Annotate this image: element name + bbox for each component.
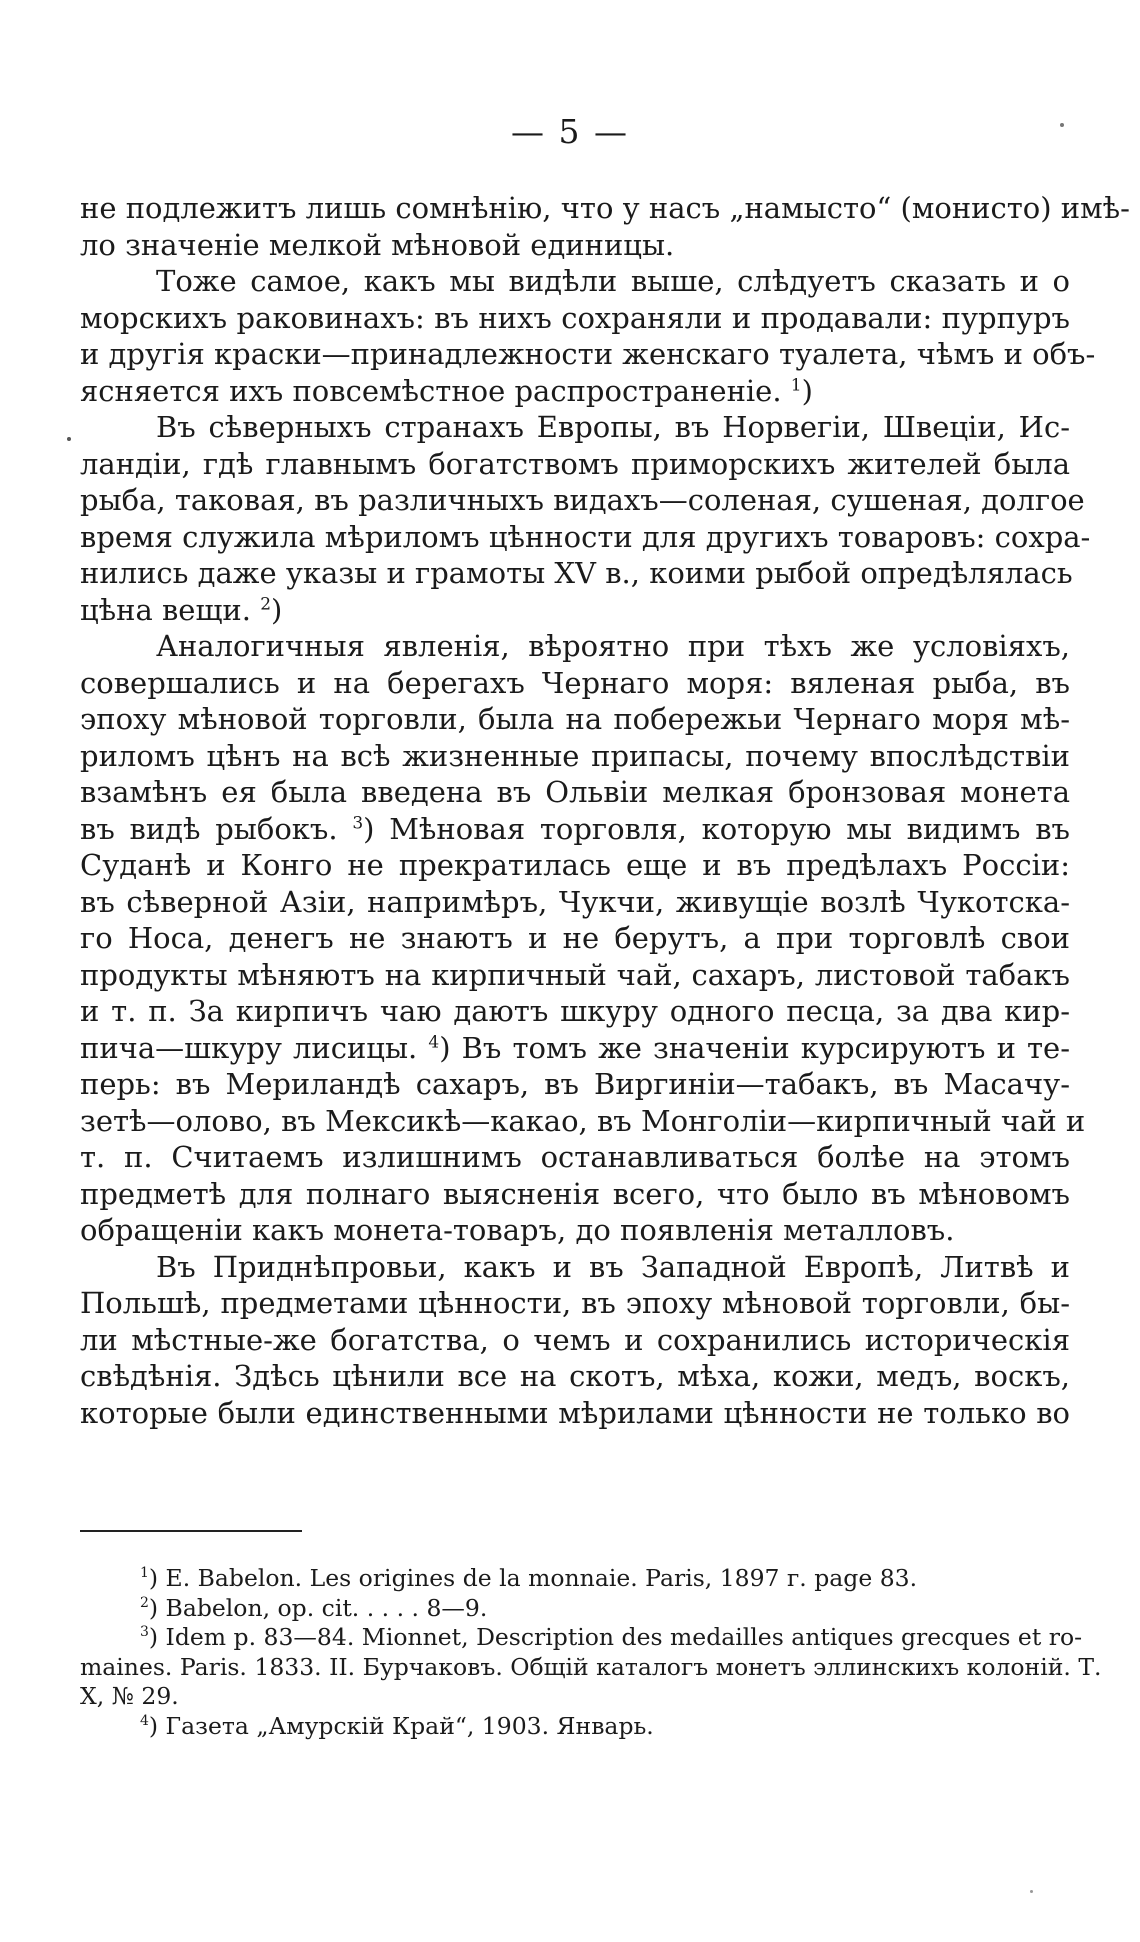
page-number: — 5 — [511,112,629,151]
footnote-text: ) Idem p. 83—84. Mionnet, Description des medailles antiques grecques et ro- [148,1623,1083,1651]
text-line: зетѣ—олово, въ Мексикѣ—какао, въ Монголіи—кирпичный чай и [80,1103,1086,1138]
text-line-content: цѣна вещи. [80,592,251,627]
text-line: и т. п. За кирпичъ чаю даютъ шкуру одного песца, за два кир- [80,994,1070,1028]
main-text [80,190,1130,1431]
footnote-ref: 1 [790,374,802,395]
scan-speck [1030,1890,1033,1893]
text-line: цѣна вещи. $^2$) [80,592,283,627]
text-line: пича—шкуру лисицы. $^4$) Въ томъ же значеніи курсируютъ и те- [80,1030,1070,1065]
text-line: Тоже самое, какъ мы видѣли выше, слѣдуетъ сказать и о [156,264,1070,298]
text-line: въ сѣверной Азіи, напримѣръ, Чукчи, живущіе возлѣ Чукотска- [80,884,1070,919]
footnote-text: ) Babelon, op. cit. . . . . 8—9. [148,1593,488,1622]
text-line-content: пича—шкуру лисицы. [80,1030,418,1065]
footnote-3-cont: X, № 29. [80,1682,179,1710]
text-line-content: въ видѣ рыбокъ. [80,811,338,846]
text-line: Въ Приднѣпровьи, какъ и въ Западной Европѣ, Литвѣ и [156,1249,1070,1284]
text-line: не подлежитъ лишь сомнѣнію, что у насъ „намысто“ (монисто) имѣ- [80,191,1130,225]
footnote-text: ) E. Babelon. Les origines de la monnaie. Paris, 1897 г. page 83. [148,1564,918,1592]
text-line: риломъ цѣнъ на всѣ жизненные припасы, почему впослѣдствіи [80,738,1070,773]
text-line: совершались и на берегахъ Чернаго моря: вяленая рыба, въ [80,665,1070,700]
text-line: ясняется ихъ повсемѣстное распространеніе. $^1$) [80,373,813,408]
text-line: ли мѣстные-же богатства, о чемъ и сохранились историческія [80,1322,1070,1357]
text-line: перь: въ Мериландѣ сахаръ, въ Виргиніи—табакъ, въ Масачу- [80,1067,1070,1101]
margin-speck [67,437,71,441]
text-line: которые были единственными мѣрилами цѣнности не только во [80,1395,1070,1430]
footnote-marker: 2 [140,1594,149,1611]
footnote-3-cont: maines. Paris. 1833. II. Бурчаковъ. Общій каталогъ монетъ эллинскихъ колоній. Т. [80,1652,1102,1681]
text-line: Польшѣ, предметами цѣнности, въ эпоху мѣновой торговли, бы- [80,1286,1070,1320]
text-line: морскихъ раковинахъ: въ нихъ сохраняли и продавали: пурпуръ [80,300,1070,335]
footnote-2 [80,1594,1070,1624]
text-line: Аналогичныя явленія, вѣроятно при тѣхъ же условіяхъ, [156,629,1070,663]
text-line: предметѣ для полнаго выясненія всего, что было въ мѣновомъ [80,1176,1070,1211]
footnote-marker: 1 [140,1565,149,1582]
footnote-4 [80,1712,1070,1742]
text-line: ло значеніе мелкой мѣновой единицы. [80,227,675,262]
footnotes [80,1564,1102,1741]
text-line: въ видѣ рыбокъ. $^3$) Мѣновая торговля, которую мы видимъ въ [80,811,1070,846]
text-line: Суданѣ и Конго не прекратилась еще и въ предѣлахъ Россіи: [80,848,1070,882]
footnote-text: ) Газета „Амурскій Край“, 1903. Январь. [148,1711,654,1740]
text-line-content: Въ томъ же значеніи курсируютъ и те- [461,1030,1070,1065]
text-line: нились даже указы и грамоты XV в., коими рыбой опредѣлялась [80,556,1073,590]
footnote-ref: 3 [352,812,364,833]
text-line: и другія краски—принадлежности женскаго туалета, чѣмъ и объ- [80,337,1096,371]
footnote-divider [80,1530,302,1532]
footnote-3 [80,1623,1083,1653]
footnote-marker: 3 [140,1624,149,1641]
footnote-ref: 2 [260,593,272,614]
text-line: эпоху мѣновой торговли, была на побережьи Чернаго моря мѣ- [80,702,1070,736]
text-line-content: ясняется ихъ повсемѣстное распространеніе. [80,373,782,408]
text-line-content: Мѣновая торговля, которую мы видимъ въ [389,811,1070,846]
text-line: обращеніи какъ монета-товаръ, до появленія металловъ. [80,1213,955,1247]
text-line: время служила мѣриломъ цѣнности для другихъ товаровъ: сохра- [80,519,1091,554]
text-line: продукты мѣняютъ на кирпичный чай, сахаръ, листовой табакъ [80,957,1070,992]
text-line: го Носа, денегъ не знаютъ и не берутъ, а при торговлѣ свои [80,921,1070,955]
text-line: взамѣнъ ея была введена въ Ольвіи мелкая бронзовая монета [80,775,1070,809]
footnote-1 [80,1564,1070,1594]
footnote-marker: 4 [140,1712,149,1729]
footnote-ref: 4 [428,1031,440,1052]
text-line: т. п. Считаемъ излишнимъ останавливаться болѣе на этомъ [80,1140,1070,1174]
text-line: Въ сѣверныхъ странахъ Европы, въ Норвегіи, Швеціи, Ис- [156,410,1070,444]
text-line: рыба, таковая, въ различныхъ видахъ—соленая, сушеная, долгое [80,483,1085,517]
text-line: свѣдѣнія. Здѣсь цѣнили все на скотъ, мѣха, кожи, медъ, воскъ, [80,1359,1070,1393]
text-line: ландіи, гдѣ главнымъ богатствомъ приморскихъ жителей была [80,446,1070,481]
